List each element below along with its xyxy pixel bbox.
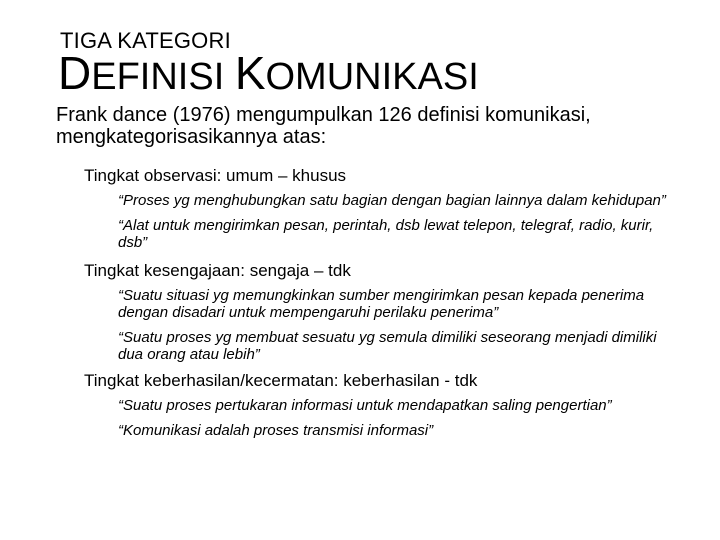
quote: “Proses yg menghubungkan satu bagian dengan bagian lainnya dalam kehidupan”	[118, 192, 666, 209]
quote: “Alat untuk mengirimkan pesan, perintah, dsb lewat telepon, telegraf, radio, kurir, dsb”	[118, 217, 654, 251]
title-initial-k: K	[234, 47, 266, 99]
slide-title	[58, 47, 479, 100]
category-observasi	[84, 166, 704, 251]
quote: “Suatu situasi yg memungkinkan sumber mengirimkan pesan kepada penerima dengan disadari untuk mempengaruhi perilaku penerima”	[118, 287, 645, 321]
slide-subtitle: TIGA KATEGORI	[60, 28, 231, 53]
category-heading: Tingkat kesengajaan: sengaja – tdk	[84, 261, 351, 280]
quote: “Suatu proses yg membuat sesuatu yg semula dimiliki seseorang menjadi dimiliki dua orang atau lebih”	[118, 329, 657, 363]
title-rest-komunikasi: OMUNIKASI	[265, 56, 479, 98]
category-heading: Tingkat observasi: umum – khusus	[84, 166, 347, 185]
quote: “Komunikasi adalah proses transmisi informasi”	[118, 422, 434, 439]
title-rest-definisi: EFINISI	[91, 56, 235, 98]
category-heading: Tingkat keberhasilan/kecermatan: keberhasilan - tdk	[84, 371, 478, 390]
intro-text: Frank dance (1976) mengumpulkan 126 definisi komunikasi, mengkategorisasikannya atas:	[56, 104, 591, 148]
category-keberhasilan	[84, 371, 704, 439]
quote: “Suatu proses pertukaran informasi untuk mendapatkan saling pengertian”	[118, 397, 612, 414]
title-initial-d: D	[58, 47, 92, 99]
category-kesengajaan	[84, 261, 704, 363]
category-list	[84, 166, 704, 447]
